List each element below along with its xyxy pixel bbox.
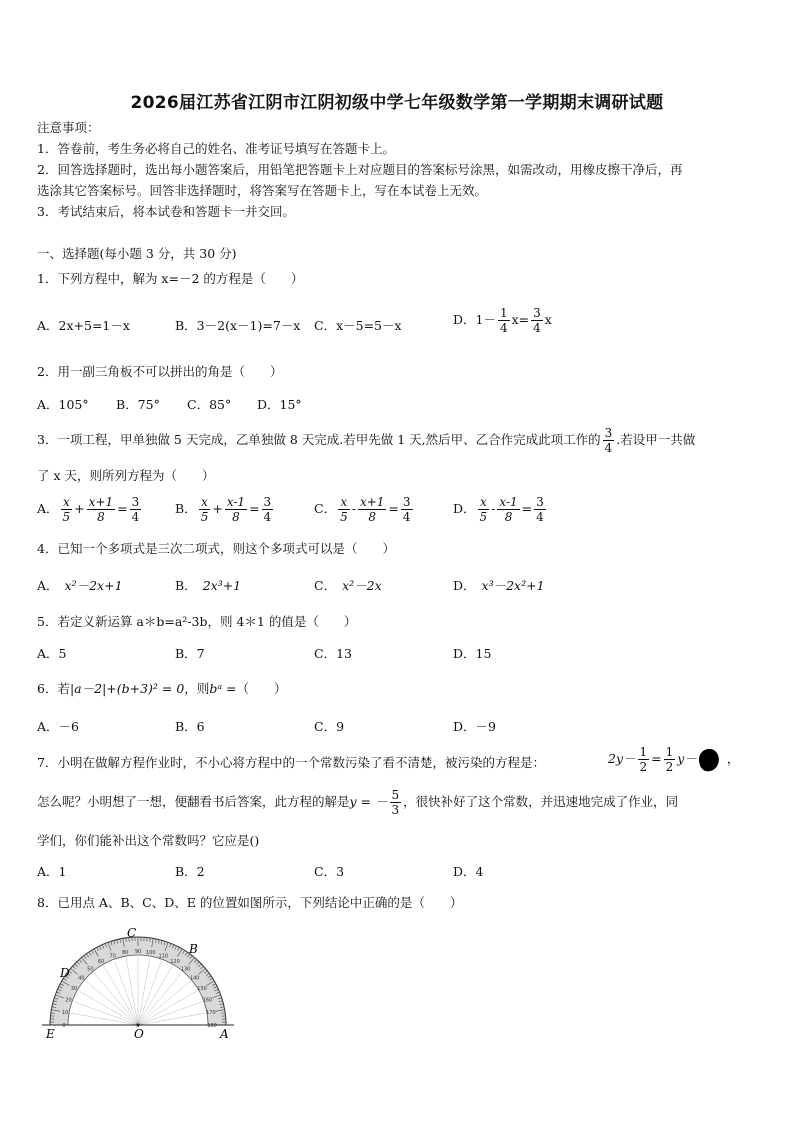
label-c: C	[127, 926, 137, 940]
q4-option-b	[175, 578, 241, 594]
q7-eq-frac1	[638, 745, 650, 774]
q7-eq-frac2-num: 1	[665, 745, 674, 759]
q6-option-d: D．－9	[453, 719, 496, 734]
q3-d-eq: =	[521, 501, 533, 516]
notice-item-1: 1．答卷前，考生务必将自己的姓名、准考证号填写在答题卡上。	[37, 141, 395, 156]
q6-option-b: B．6	[175, 719, 205, 734]
scale-left-20: 20	[65, 997, 72, 1004]
q1-option-b: B．3－2(x－1)=7－x	[175, 318, 301, 333]
q4-a-expr: x²－2x+1	[64, 578, 123, 593]
q3-d-f2	[497, 495, 519, 524]
q3-stem-frac-num: 3	[604, 426, 613, 440]
scale-right-140: 140	[189, 975, 200, 982]
q2-option-b: B．75°	[116, 397, 160, 412]
scale-left-10: 10	[61, 1010, 69, 1017]
q3-c-f2	[358, 495, 386, 524]
q3-stem-frac	[603, 426, 615, 455]
q3-c-f3	[401, 495, 413, 524]
q3-a-f3	[130, 495, 142, 524]
section-heading: 一、选择题(每小题 3 分，共 30 分)	[37, 246, 237, 261]
q3-option-d	[453, 495, 548, 524]
q1-d-mid: x=	[511, 312, 530, 327]
q4-c-label: C．	[314, 578, 337, 593]
q3-b-f2	[225, 495, 247, 524]
q3-a-f3-den: 4	[131, 510, 140, 524]
page-title: 2026届江苏省江阴市江阴初级中学七年级数学第一学期期末调研试题	[130, 93, 664, 113]
q4-b-label: B．	[175, 578, 197, 593]
scale-right-150: 150	[197, 986, 207, 992]
q6-stem-pre: 6．若	[37, 681, 70, 696]
q3-option-b	[175, 495, 275, 524]
q7-option-d: D．4	[453, 864, 484, 879]
q7-eq-frac2-den: 2	[665, 760, 674, 774]
scale-right-130: 130	[180, 966, 191, 973]
q2-option-c: C．85°	[187, 397, 232, 412]
q3-a-f2-num: x+1	[88, 495, 114, 509]
q3-stem-frac-den: 4	[604, 441, 613, 455]
q4-option-d	[453, 578, 545, 594]
q7-eq-frac1-num: 1	[639, 745, 648, 759]
q6-stem-expr: |a－2|+(b+3)² = 0	[69, 681, 185, 696]
q3-c-f2-num: x+1	[359, 495, 385, 509]
q3-b-f3-den: 4	[263, 510, 272, 524]
q5-option-d: D．15	[453, 646, 492, 661]
scale-left-40: 40	[78, 975, 85, 982]
q7-eq-b: =	[651, 751, 662, 766]
scale-right-160: 160	[202, 997, 213, 1004]
q3-d-f3	[534, 495, 546, 524]
q3-b-f2-den: 8	[232, 510, 240, 524]
label-e: E	[46, 1027, 55, 1041]
q3-d-f1	[478, 495, 490, 524]
notice-item-3: 3．考试结束后，将本试卷和答题卡一并交回。	[37, 204, 295, 219]
q1-d-post: x	[544, 312, 552, 327]
q3-b-eq: =	[249, 501, 260, 516]
q3-a-label: A．	[37, 501, 59, 516]
scale-left-50: 50	[87, 966, 94, 973]
q4-c-expr: x²－2x	[342, 578, 382, 593]
q3-b-label: B．	[175, 501, 197, 516]
q7-stem2b: ，很快补好了这个常数，并迅速地完成了作业，同	[403, 794, 679, 809]
q1-option-d	[453, 306, 552, 335]
q4-d-expr: x³－2x²+1	[481, 578, 545, 593]
scale-right-170: 170	[206, 1010, 216, 1017]
q7-comma: ，	[726, 751, 740, 766]
notice-heading: 注意事项：	[37, 120, 100, 135]
q3-a-eq: =	[117, 501, 128, 516]
q3-c-f1-den: 5	[340, 510, 348, 524]
q4-d-label: D．	[453, 578, 476, 593]
q7-eq-c: y－	[677, 751, 697, 766]
protractor	[42, 937, 234, 1029]
label-d: D	[60, 966, 70, 980]
q1-d-frac1	[498, 306, 510, 335]
q7-eq-frac2	[664, 745, 676, 774]
scale-right-180: 180	[207, 1023, 217, 1029]
q3-b-f1-num: x	[199, 495, 211, 510]
q7-option-c: C．3	[314, 864, 345, 879]
q5-option-a: A．5	[37, 646, 67, 661]
q3-d-f2-num: x-1	[499, 495, 518, 509]
q1-option-c: C．x－5=5－x	[314, 318, 402, 333]
q4-option-a	[37, 578, 123, 594]
q1-option-a: A．2x+5=1－x	[37, 318, 130, 333]
q2-option-d: D．15°	[257, 397, 302, 412]
q3-stem-line1	[37, 426, 695, 455]
q3-b-op: +	[212, 501, 223, 516]
q3-c-f1	[338, 495, 350, 524]
q3-a-f3-num: 3	[131, 495, 140, 509]
q3-stem-text-b: .若设甲一共做	[616, 432, 696, 447]
q7-eq-frac1-den: 2	[639, 760, 648, 774]
ink-blot	[697, 747, 721, 773]
q3-b-f2-num: x-1	[226, 495, 246, 509]
q7-stem-line1: 7．小明在做解方程作业时，不小心将方程中的一个常数污染了看不清楚，被污染的方程是：	[37, 755, 545, 770]
scale-left-70: 70	[109, 953, 116, 960]
q7-sol-frac	[390, 788, 402, 817]
q3-option-c	[314, 495, 415, 524]
scale-right-120: 120	[170, 958, 180, 965]
notice-item-2: 2．回答选择题时，选出每小题答案后，用铅笔把答题卡上对应题目的答案标号涂黑，如需改动，用橡皮擦干净后，再	[37, 162, 683, 177]
q1-stem: 1．下列方程中，解为 x=－2 的方程是（ ）	[37, 271, 304, 286]
q7-stem-line3: 学们，你们能补出这个常数吗？它应是()	[37, 833, 260, 848]
q3-stem-line2: 了 x 天，则所列方程为（ ）	[37, 468, 215, 483]
q6-option-c: C．9	[314, 719, 345, 734]
q7-solution: y = －	[349, 794, 388, 809]
q8-stem: 8．已用点 A、B、C、D、E 的位置如图所示，下列结论中正确的是（ ）	[37, 895, 463, 910]
q4-b-expr: 2x³+1	[202, 578, 242, 593]
q3-a-f2	[87, 495, 115, 524]
q1-d-frac2-den: 4	[533, 321, 541, 335]
q7-equation	[608, 745, 739, 774]
q3-a-f1-den: 5	[62, 510, 71, 524]
q5-option-b: B．7	[175, 646, 205, 661]
q3-c-f1-num: x	[338, 495, 350, 510]
q3-a-f1-num: x	[61, 495, 73, 510]
scale-left-90: 90	[134, 949, 142, 955]
q3-c-f2-den: 8	[368, 510, 376, 524]
q3-a-f2-den: 8	[97, 510, 105, 524]
q7-option-b: B．2	[175, 864, 205, 879]
q6-stem-mid: ，则	[184, 681, 210, 696]
label-o: O	[134, 1027, 144, 1041]
q7-eq-a: 2y－	[608, 751, 636, 766]
q7-stem-line2	[37, 788, 678, 817]
q3-d-op: -	[491, 501, 496, 516]
label-b: B	[189, 942, 198, 956]
q3-b-f3-num: 3	[263, 495, 272, 509]
q1-d-frac2-num: 3	[533, 306, 541, 320]
q3-b-f3	[262, 495, 274, 524]
q3-d-f3-den: 4	[536, 510, 544, 524]
q3-c-label: C．	[314, 501, 337, 516]
q3-d-label: D．	[453, 501, 476, 516]
protractor-figure	[38, 922, 248, 1044]
q4-a-label: A．	[37, 578, 59, 593]
q3-b-f1	[199, 495, 211, 524]
q3-stem-text: 3．一项工程，甲单独做 5 天完成，乙单独做 8 天完成.若甲先做 1 天,然后甲、乙合作完成此项工作的	[37, 432, 601, 447]
q1-d-frac1-den: 4	[499, 321, 508, 335]
q3-c-eq: =	[388, 501, 399, 516]
q3-b-f1-den: 5	[200, 510, 209, 524]
q1-d-frac1-num: 1	[499, 306, 508, 320]
q7-sol-frac-num: 5	[391, 788, 400, 802]
q3-option-a	[37, 495, 143, 524]
scale-left-30: 30	[70, 986, 78, 992]
q3-a-f1	[61, 495, 73, 524]
q3-c-f3-den: 4	[402, 510, 411, 524]
q3-d-f3-num: 3	[536, 495, 544, 509]
q5-option-c: C．13	[314, 646, 352, 661]
q3-d-f2-den: 8	[504, 510, 513, 524]
scale-right-100: 100	[146, 950, 156, 957]
q3-d-f1-num: x	[478, 495, 490, 510]
q7-option-a: A．1	[37, 864, 67, 879]
scale-left-80: 80	[121, 950, 129, 957]
q7-stem2a: 怎么呢？小明想了一想，便翻看书后答案，此方程的解是	[37, 794, 350, 809]
q1-d-pre: D．1－	[453, 312, 496, 327]
scale-right-110: 110	[158, 953, 169, 960]
notice-item-2-cont: 选涂其它答案标号。回答非选择题时，将答案写在答题卡上，写在本试卷上无效。	[37, 183, 488, 198]
q7-sol-frac-den: 3	[391, 803, 400, 817]
q3-d-f1-den: 5	[479, 510, 488, 524]
scale-left-60: 60	[97, 958, 105, 965]
label-a: A	[220, 1027, 229, 1041]
q2-stem: 2．用一副三角板不可以拼出的角是（ ）	[37, 364, 283, 379]
q3-c-op: -	[351, 501, 356, 516]
q3-c-f3-num: 3	[402, 495, 411, 509]
q6-stem	[37, 681, 287, 697]
q4-stem: 4．已知一个多项式是三次二项式，则这个多项式可以是（ ）	[37, 541, 395, 556]
q1-d-frac2	[531, 306, 543, 335]
q2-option-a: A．105°	[37, 397, 89, 412]
q6-stem-post: （ ）	[236, 681, 287, 696]
q6-option-a: A．－6	[37, 719, 79, 734]
q3-a-op: +	[74, 501, 85, 516]
q5-stem: 5．若定义新运算 a＊b=a²-3b，则 4＊1 的值是（ ）	[37, 614, 357, 629]
q6-stem-expr2: bᵃ =	[209, 681, 237, 696]
scale-left-0: 0	[62, 1023, 66, 1029]
q4-option-c	[314, 578, 382, 594]
